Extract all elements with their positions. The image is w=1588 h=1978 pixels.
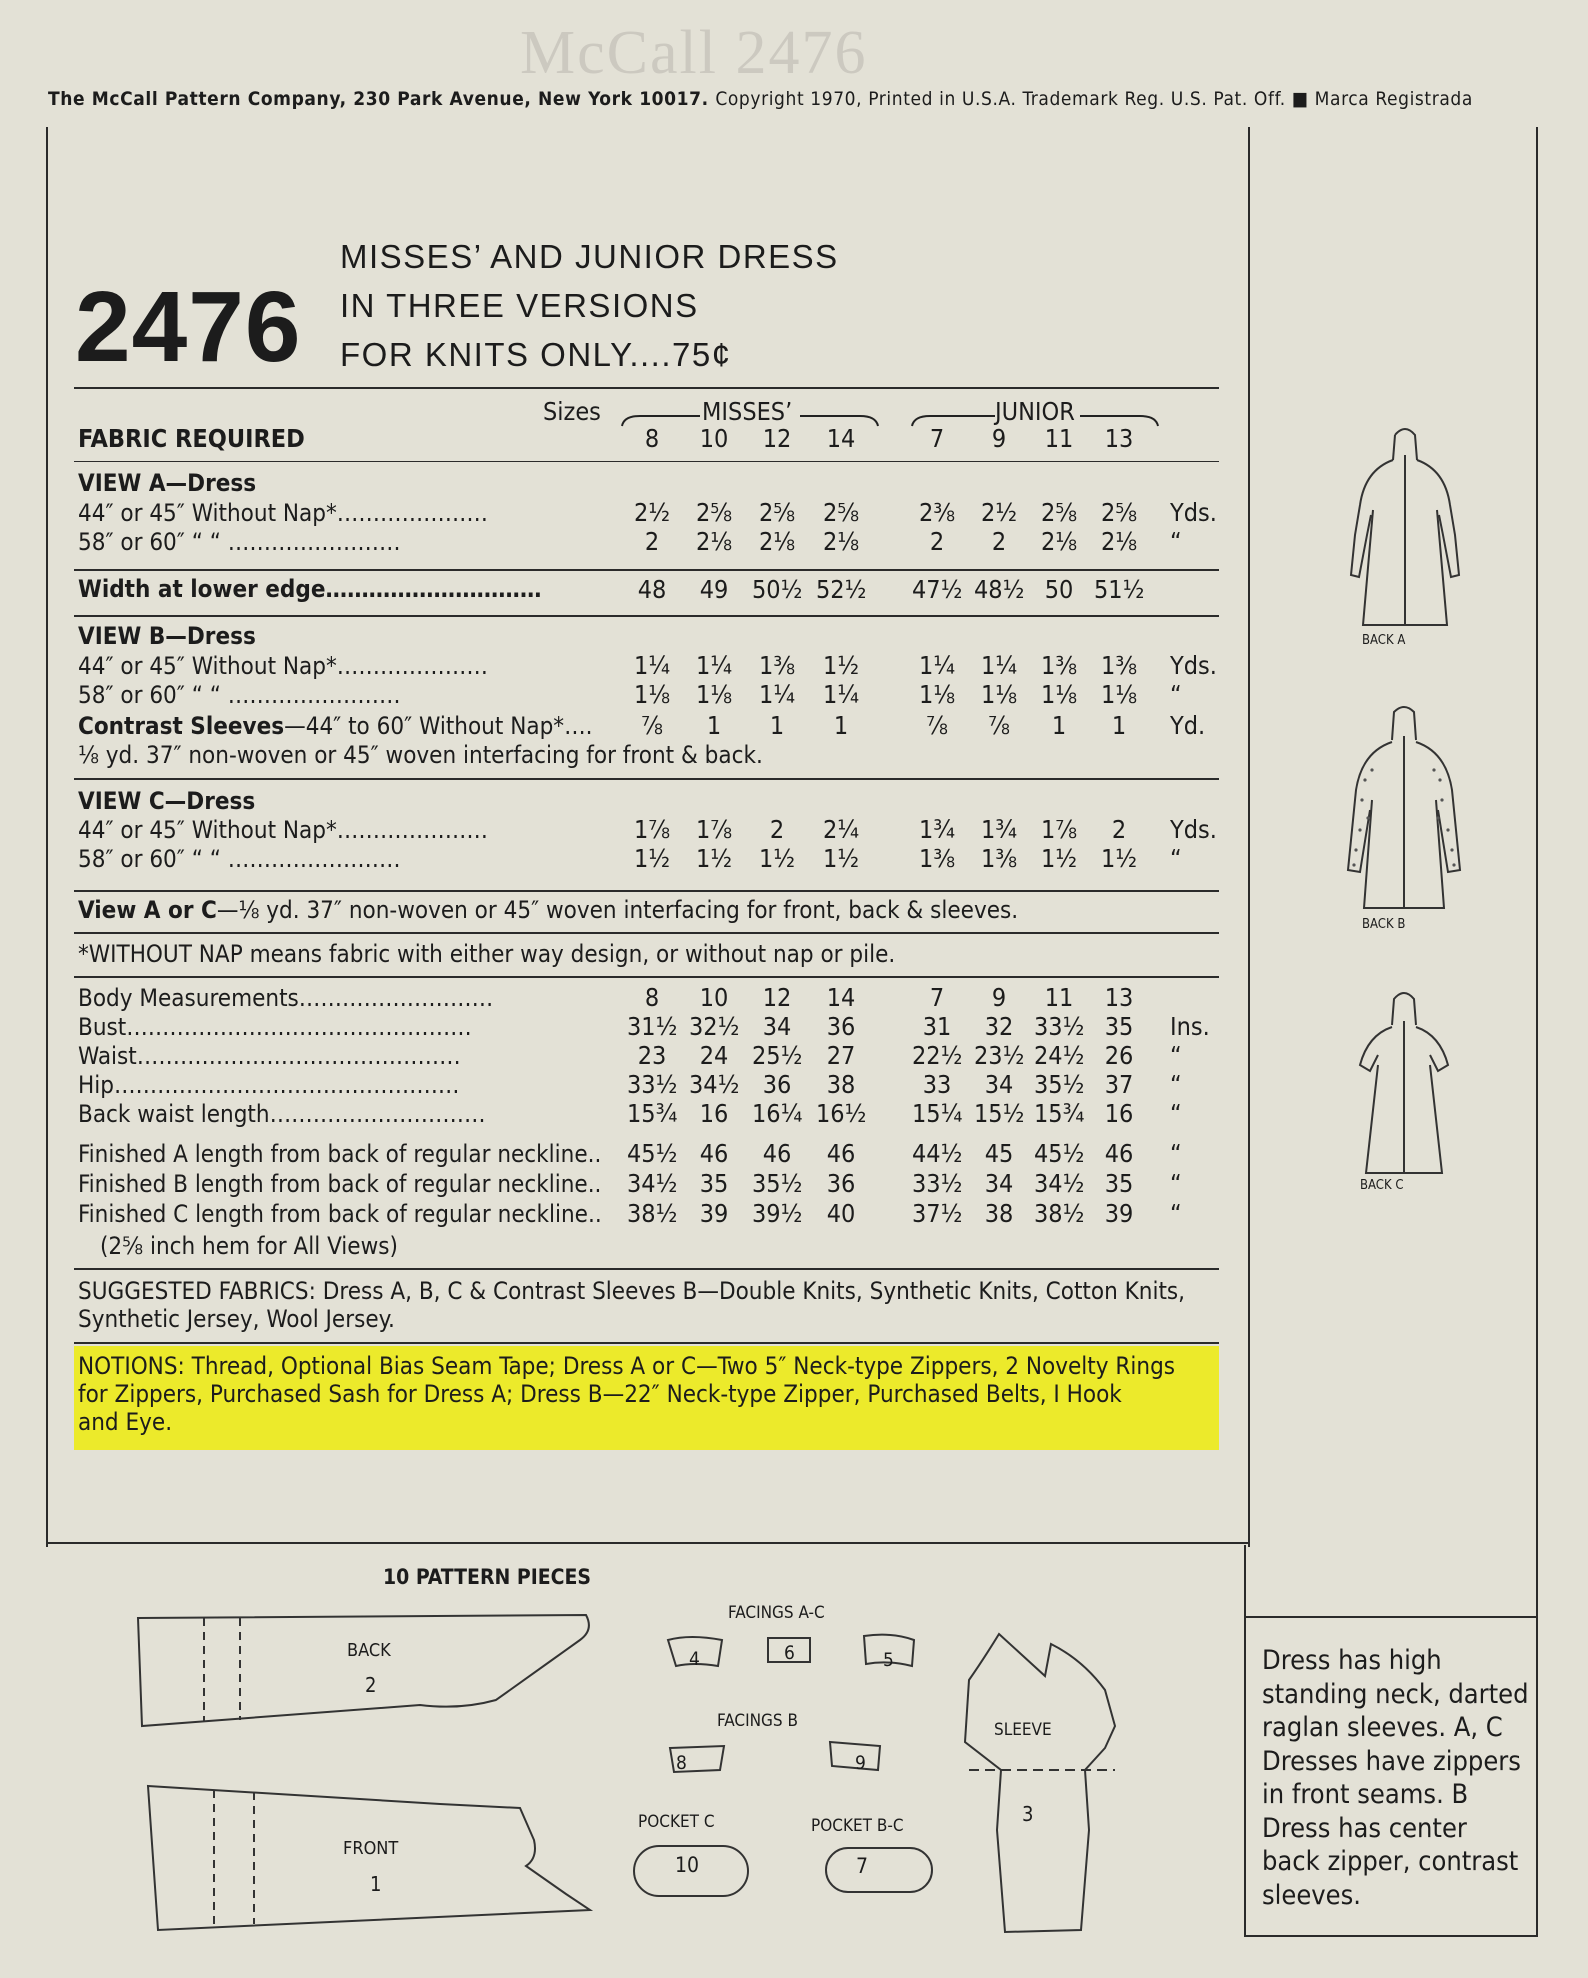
frame-pieces-divider bbox=[1244, 1545, 1246, 1935]
contrast-row-cell: 1 bbox=[769, 711, 785, 740]
company-address: The McCall Pattern Company, 230 Park Avenue, New York 10017. bbox=[48, 88, 709, 110]
view-c-row-cell: 1½ bbox=[822, 844, 860, 873]
body-row-cell: 37½ bbox=[912, 1199, 963, 1228]
view-a-row-cell: 2⅛ bbox=[822, 527, 860, 556]
body-row-cell: 11 bbox=[1044, 983, 1074, 1012]
body-row-cell: 36 bbox=[762, 1070, 792, 1099]
body-row-cell: 36 bbox=[826, 1012, 856, 1041]
view-b-row-unit: Yds. bbox=[1170, 651, 1217, 680]
view-c-row-cell: 1⅜ bbox=[980, 844, 1018, 873]
body-row-cell: 33½ bbox=[912, 1169, 963, 1198]
size-column-header: 9 bbox=[991, 424, 1007, 453]
body-row-cell: 16¼ bbox=[752, 1099, 803, 1128]
facing-4-number: 4 bbox=[689, 1648, 700, 1670]
sleeve-piece-label: SLEEVE bbox=[994, 1720, 1052, 1740]
view-a-row-cell: 2⅝ bbox=[1040, 498, 1078, 527]
view-c-row-cell: 1½ bbox=[758, 844, 796, 873]
body-row-cell: 22½ bbox=[912, 1041, 963, 1070]
body-row-cell: 25½ bbox=[752, 1041, 803, 1070]
body-row-cell: 10 bbox=[699, 983, 729, 1012]
body-row-cell: 34½ bbox=[1034, 1169, 1085, 1198]
view-c-row-cell: 1½ bbox=[1100, 844, 1138, 873]
width-row-cell: 50½ bbox=[752, 575, 803, 604]
body-row-cell: 35½ bbox=[752, 1169, 803, 1198]
view-c-row-cell: 1¾ bbox=[980, 815, 1018, 844]
frame-bottom-main bbox=[46, 1542, 1250, 1544]
back-c-label: BACK C bbox=[1360, 1178, 1404, 1193]
rule bbox=[74, 1268, 1219, 1270]
view-c-row-cell: 1⅞ bbox=[695, 815, 733, 844]
body-row-label: Body Measurements……………………… bbox=[78, 984, 494, 1012]
view-a-row-cell: 2⅜ bbox=[918, 498, 956, 527]
contrast-row-cell: ⅞ bbox=[926, 711, 948, 740]
view-b-row-cell: 1⅛ bbox=[918, 680, 956, 709]
view-b-row-cell: 1½ bbox=[822, 651, 860, 680]
body-row-cell: 33 bbox=[922, 1070, 952, 1099]
body-row-cell: 15½ bbox=[974, 1099, 1025, 1128]
view-c-row-cell: 1⅞ bbox=[633, 815, 671, 844]
body-row-cell: 37 bbox=[1104, 1070, 1134, 1099]
view-b-row-label: 44″ or 45″ Without Nap*………………… bbox=[78, 652, 488, 680]
contrast-sleeves-rest: —44″ to 60″ Without Nap*…. bbox=[284, 712, 593, 740]
body-row-cell: 46 bbox=[1104, 1139, 1134, 1168]
body-row-cell: 16 bbox=[1104, 1099, 1134, 1128]
body-row-cell: 46 bbox=[762, 1139, 792, 1168]
body-row-label: Hip………………………………………… bbox=[78, 1071, 460, 1099]
width-row-cell: 50 bbox=[1044, 575, 1074, 604]
view-c-row-cell: 1½ bbox=[695, 844, 733, 873]
body-row-cell: 39 bbox=[699, 1199, 729, 1228]
body-row-cell: 16½ bbox=[816, 1099, 867, 1128]
facing-6-number: 6 bbox=[784, 1642, 795, 1664]
front-piece-outline bbox=[140, 1780, 610, 1940]
contrast-row-cell: 1 bbox=[706, 711, 722, 740]
misses-label: MISSES’ bbox=[702, 397, 793, 426]
view-b-row-cell: 1¼ bbox=[695, 651, 733, 680]
rule bbox=[74, 461, 1219, 462]
suggested-fabrics-line-1: SUGGESTED FABRICS: Dress A, B, C & Contrast Sleeves B—Double Knits, Synthetic Knits, Cotton Knits, bbox=[78, 1277, 1186, 1305]
view-a-row-label: 58″ or 60″ “ “ …………………… bbox=[78, 528, 401, 556]
body-row-cell: 40 bbox=[826, 1199, 856, 1228]
contrast-row-unit: Yd. bbox=[1170, 711, 1206, 740]
title-line-2: IN THREE VERSIONS bbox=[340, 287, 699, 324]
notions-line-1: NOTIONS: Thread, Optional Bias Seam Tape; Dress A or C—Two 5″ Neck-type Zippers, 2 Novelty Rings bbox=[78, 1352, 1176, 1380]
front-piece-label: FRONT bbox=[343, 1838, 399, 1859]
body-row-label: Finished A length from back of regular neckline.. bbox=[78, 1140, 602, 1168]
notions-line-3: and Eye. bbox=[78, 1408, 173, 1436]
view-b-row-cell: 1⅛ bbox=[633, 680, 671, 709]
body-row-unit: “ bbox=[1170, 1070, 1182, 1099]
view-a-row-cell: 2⅛ bbox=[695, 527, 733, 556]
width-row-cell: 47½ bbox=[912, 575, 963, 604]
watermark-text: McCall 2476 bbox=[520, 19, 868, 87]
copyright-text: Copyright 1970, Printed in U.S.A. Trademark Reg. U.S. Pat. Off. ■ Marca Registrada bbox=[715, 88, 1473, 110]
body-row-label: Back waist length………………………… bbox=[78, 1100, 486, 1128]
view-c-row-cell: 2 bbox=[769, 815, 785, 844]
view-c-heading: VIEW C—Dress bbox=[78, 787, 256, 815]
view-a-row-cell: 2½ bbox=[633, 498, 671, 527]
view-a-row-cell: 2⅝ bbox=[695, 498, 733, 527]
body-row-cell: 23 bbox=[637, 1041, 667, 1070]
contrast-sleeves-label bbox=[78, 712, 593, 740]
pattern-title bbox=[340, 232, 839, 379]
body-row-label: Finished C length from back of regular neckline.. bbox=[78, 1200, 602, 1228]
view-b-row-cell: 1¼ bbox=[918, 651, 956, 680]
width-row-cell: 48½ bbox=[974, 575, 1025, 604]
sleeve-piece-number: 3 bbox=[1022, 1802, 1034, 1826]
view-b-interfacing-note: ⅛ yd. 37″ non-woven or 45″ woven interfacing for front & back. bbox=[78, 741, 763, 769]
rule bbox=[74, 932, 1219, 934]
body-row-cell: 33½ bbox=[1034, 1012, 1085, 1041]
body-row-cell: 45½ bbox=[627, 1139, 678, 1168]
body-row-cell: 31½ bbox=[627, 1012, 678, 1041]
body-row-cell: 23½ bbox=[974, 1041, 1025, 1070]
without-nap-note: *WITHOUT NAP means fabric with either way design, or without nap or pile. bbox=[78, 940, 896, 968]
body-row-cell: 45½ bbox=[1034, 1139, 1085, 1168]
size-column-header: 10 bbox=[699, 424, 729, 453]
view-c-row-cell: 2 bbox=[1111, 815, 1127, 844]
facings-b-label: FACINGS B bbox=[717, 1711, 798, 1731]
frame-right bbox=[1536, 127, 1538, 1937]
back-b-sketch bbox=[1310, 700, 1495, 915]
pocket-c-number: 10 bbox=[675, 1853, 700, 1877]
size-column-header: 7 bbox=[929, 424, 945, 453]
size-column-header: 11 bbox=[1044, 424, 1074, 453]
view-c-row-cell: 1¾ bbox=[918, 815, 956, 844]
body-row-cell: 26 bbox=[1104, 1041, 1134, 1070]
contrast-row-cell: ⅞ bbox=[641, 711, 663, 740]
body-row-unit: “ bbox=[1170, 1041, 1182, 1070]
view-b-row-cell: 1⅛ bbox=[980, 680, 1018, 709]
view-b-row-cell: 1¼ bbox=[822, 680, 860, 709]
view-a-row-cell: 2⅛ bbox=[1040, 527, 1078, 556]
view-b-row-cell: 1¼ bbox=[633, 651, 671, 680]
back-c-sketch bbox=[1320, 985, 1490, 1180]
body-row-label: Waist……………………………………… bbox=[78, 1042, 461, 1070]
view-a-row-cell: 2½ bbox=[980, 498, 1018, 527]
rule bbox=[74, 569, 1219, 571]
pattern-pieces-title: 10 PATTERN PIECES bbox=[383, 1565, 592, 1589]
view-a-heading: VIEW A—Dress bbox=[78, 469, 257, 497]
publisher-header bbox=[48, 88, 1538, 110]
view-b-row-cell: 1⅜ bbox=[1040, 651, 1078, 680]
notions-line-2: for Zippers, Purchased Sash for Dress A; Dress B—22″ Neck-type Zipper, Purchased Belts, I Hook bbox=[78, 1380, 1122, 1408]
pocket-c-label: POCKET C bbox=[638, 1812, 715, 1832]
contrast-row-cell: 1 bbox=[1111, 711, 1127, 740]
view-b-row-unit: “ bbox=[1170, 680, 1182, 709]
body-row-cell: 32½ bbox=[689, 1012, 740, 1041]
view-c-row-cell: 1½ bbox=[1040, 844, 1078, 873]
back-piece-label: BACK bbox=[347, 1640, 391, 1661]
body-row-cell: 34 bbox=[762, 1012, 792, 1041]
size-column-header: 13 bbox=[1104, 424, 1134, 453]
body-row-cell: 13 bbox=[1104, 983, 1134, 1012]
size-column-header: 8 bbox=[644, 424, 660, 453]
body-row-cell: 9 bbox=[991, 983, 1007, 1012]
body-row-cell: 15¾ bbox=[1034, 1099, 1085, 1128]
view-c-row-label: 44″ or 45″ Without Nap*………………… bbox=[78, 816, 488, 844]
body-row-cell: 39 bbox=[1104, 1199, 1134, 1228]
back-a-label: BACK A bbox=[1362, 633, 1406, 648]
body-row-cell: 15¾ bbox=[627, 1099, 678, 1128]
frame-divider bbox=[1248, 127, 1250, 1547]
body-row-cell: 45 bbox=[984, 1139, 1014, 1168]
back-piece-outline bbox=[120, 1600, 610, 1730]
back-b-label: BACK B bbox=[1362, 917, 1406, 932]
width-row-cell: 51½ bbox=[1094, 575, 1145, 604]
view-a-row-label: 44″ or 45″ Without Nap*………………… bbox=[78, 499, 488, 527]
view-ac-rest: —⅛ yd. 37″ non-woven or 45″ woven interfacing for front, back & sleeves. bbox=[216, 896, 1019, 924]
pocket-bc-label: POCKET B-C bbox=[811, 1816, 904, 1836]
body-row-cell: 35 bbox=[1104, 1169, 1134, 1198]
body-row-cell: 38½ bbox=[1034, 1199, 1085, 1228]
view-a-row-unit: “ bbox=[1170, 527, 1182, 556]
view-a-row-unit: Yds. bbox=[1170, 498, 1217, 527]
view-a-row-cell: 2 bbox=[991, 527, 1007, 556]
body-row-cell: 14 bbox=[826, 983, 856, 1012]
width-row-cell: 49 bbox=[699, 575, 729, 604]
rule bbox=[74, 1342, 1219, 1344]
rule bbox=[74, 976, 1219, 978]
view-b-heading: VIEW B—Dress bbox=[78, 622, 256, 650]
view-a-row-cell: 2 bbox=[929, 527, 945, 556]
rule bbox=[74, 778, 1219, 780]
suggested-fabrics-line-2: Synthetic Jersey, Wool Jersey. bbox=[78, 1305, 395, 1333]
view-c-row-cell: 2¼ bbox=[822, 815, 860, 844]
body-row-cell: 24½ bbox=[1034, 1041, 1085, 1070]
body-row-cell: 16 bbox=[699, 1099, 729, 1128]
body-row-cell: 31 bbox=[922, 1012, 952, 1041]
contrast-row-cell: ⅞ bbox=[988, 711, 1010, 740]
contrast-row-cell: 1 bbox=[833, 711, 849, 740]
rule bbox=[74, 387, 1219, 389]
junior-label: JUNIOR bbox=[995, 397, 1075, 426]
back-a-sketch bbox=[1315, 415, 1495, 635]
pocket-bc-number: 7 bbox=[856, 1854, 869, 1878]
body-row-cell: 34½ bbox=[627, 1169, 678, 1198]
frame-description-bottom bbox=[1244, 1935, 1538, 1937]
body-row-cell: 36 bbox=[826, 1169, 856, 1198]
body-row-cell: 33½ bbox=[627, 1070, 678, 1099]
view-ac-note bbox=[78, 896, 1018, 924]
body-row-cell: 27 bbox=[826, 1041, 856, 1070]
body-row-cell: 7 bbox=[929, 983, 945, 1012]
size-column-header: 14 bbox=[826, 424, 856, 453]
contrast-row-cell: 1 bbox=[1051, 711, 1067, 740]
body-row-cell: 44½ bbox=[912, 1139, 963, 1168]
view-b-row-cell: 1¼ bbox=[980, 651, 1018, 680]
body-row-unit: “ bbox=[1170, 1139, 1182, 1168]
width-row-cell: 48 bbox=[637, 575, 667, 604]
view-a-row-cell: 2⅝ bbox=[758, 498, 796, 527]
view-b-row-cell: 1¼ bbox=[758, 680, 796, 709]
rule bbox=[74, 890, 1219, 892]
body-row-cell: 35½ bbox=[1034, 1070, 1085, 1099]
view-a-row-cell: 2⅝ bbox=[1100, 498, 1138, 527]
sleeve-piece-outline bbox=[955, 1630, 1130, 1940]
view-b-row-cell: 1⅛ bbox=[1100, 680, 1138, 709]
body-row-cell: 38 bbox=[984, 1199, 1014, 1228]
hem-note: (2⅝ inch hem for All Views) bbox=[100, 1232, 398, 1260]
view-b-row-cell: 1⅜ bbox=[1100, 651, 1138, 680]
body-row-cell: 34 bbox=[984, 1169, 1014, 1198]
view-a-row-cell: 2⅛ bbox=[758, 527, 796, 556]
view-a-row-cell: 2⅛ bbox=[1100, 527, 1138, 556]
body-row-cell: 35 bbox=[1104, 1012, 1134, 1041]
front-piece-number: 1 bbox=[370, 1872, 382, 1896]
view-c-row-label: 58″ or 60″ “ “ …………………… bbox=[78, 845, 401, 873]
facing-5-number: 5 bbox=[883, 1649, 894, 1671]
dress-description: Dress has high standing neck, darted raglan sleeves. A, C Dresses have zippers in front seams. B Dress has center back zipper, contrast sleeves. bbox=[1262, 1645, 1529, 1911]
body-row-cell: 32 bbox=[984, 1012, 1014, 1041]
body-row-label: Bust………………………………………… bbox=[78, 1013, 472, 1041]
facing-8-number: 8 bbox=[676, 1752, 687, 1774]
view-b-row-cell: 1⅛ bbox=[1040, 680, 1078, 709]
body-row-unit: “ bbox=[1170, 1099, 1182, 1128]
body-row-cell: 8 bbox=[644, 983, 660, 1012]
view-c-row-cell: 1½ bbox=[633, 844, 671, 873]
rule bbox=[74, 615, 1219, 617]
body-row-cell: 35 bbox=[699, 1169, 729, 1198]
frame-description-top bbox=[1246, 1616, 1538, 1618]
frame-left bbox=[46, 127, 48, 1547]
body-row-unit: “ bbox=[1170, 1169, 1182, 1198]
view-c-row-unit: “ bbox=[1170, 844, 1182, 873]
body-row-cell: 39½ bbox=[752, 1199, 803, 1228]
sizes-label: Sizes bbox=[543, 397, 601, 426]
body-row-unit: “ bbox=[1170, 1199, 1182, 1228]
fabric-required-heading: FABRIC REQUIRED bbox=[78, 424, 305, 453]
view-a-row-cell: 2 bbox=[644, 527, 660, 556]
body-row-cell: 34½ bbox=[689, 1070, 740, 1099]
back-piece-number: 2 bbox=[365, 1673, 377, 1697]
facings-ac-label: FACINGS A-C bbox=[728, 1603, 825, 1623]
body-row-cell: 24 bbox=[699, 1041, 729, 1070]
title-line-3: FOR KNITS ONLY....75¢ bbox=[340, 336, 732, 373]
body-row-cell: 46 bbox=[699, 1139, 729, 1168]
view-ac-bold: View A or C bbox=[78, 896, 217, 924]
body-row-label: Finished B length from back of regular neckline.. bbox=[78, 1170, 602, 1198]
body-row-cell: 15¼ bbox=[912, 1099, 963, 1128]
view-b-row-cell: 1⅛ bbox=[695, 680, 733, 709]
view-c-row-unit: Yds. bbox=[1170, 815, 1217, 844]
pattern-number: 2476 bbox=[75, 271, 302, 383]
view-c-row-cell: 1⅜ bbox=[918, 844, 956, 873]
contrast-sleeves-bold: Contrast Sleeves bbox=[78, 712, 285, 740]
view-c-row-cell: 1⅞ bbox=[1040, 815, 1078, 844]
body-row-cell: 46 bbox=[826, 1139, 856, 1168]
body-row-cell: 12 bbox=[762, 983, 792, 1012]
body-row-cell: 34 bbox=[984, 1070, 1014, 1099]
width-label: Width at lower edge………………………… bbox=[78, 575, 542, 603]
view-b-row-label: 58″ or 60″ “ “ …………………… bbox=[78, 681, 401, 709]
view-a-row-cell: 2⅝ bbox=[822, 498, 860, 527]
body-row-cell: 38½ bbox=[627, 1199, 678, 1228]
title-line-1: MISSES’ AND JUNIOR DRESS bbox=[340, 238, 839, 275]
facing-9-number: 9 bbox=[855, 1752, 866, 1774]
body-row-unit: Ins. bbox=[1170, 1012, 1210, 1041]
body-row-cell: 38 bbox=[826, 1070, 856, 1099]
view-b-row-cell: 1⅜ bbox=[758, 651, 796, 680]
size-column-header: 12 bbox=[762, 424, 792, 453]
width-row-cell: 52½ bbox=[816, 575, 867, 604]
